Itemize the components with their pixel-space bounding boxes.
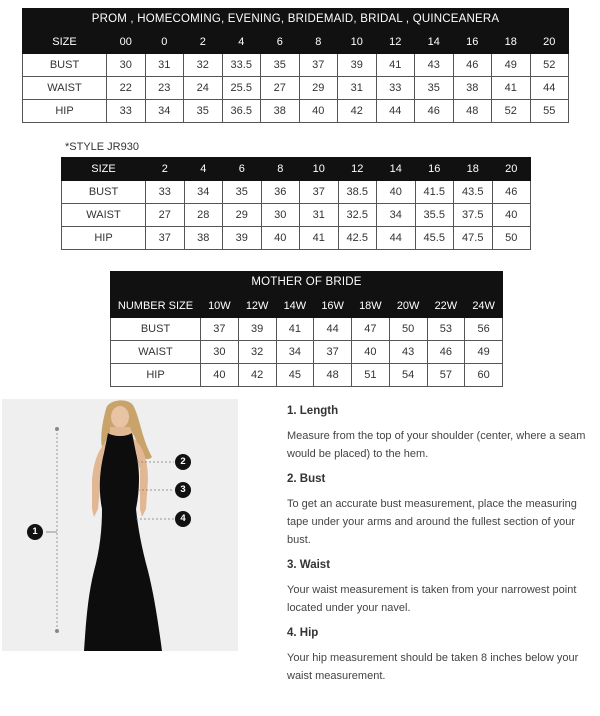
size-header-cell: 16 (453, 31, 492, 54)
size-table-prom (22, 30, 569, 123)
measurement-value-cell: 49 (465, 341, 503, 364)
table-header-row (23, 31, 569, 54)
measurement-value-cell: 46 (415, 100, 454, 123)
measurement-label-cell: BUST (23, 54, 107, 77)
measurement-label-cell: HIP (111, 364, 201, 387)
size-header-cell: 00 (107, 31, 146, 54)
measurement-value-cell: 33 (146, 181, 185, 204)
measurement-value-cell: 39 (238, 318, 276, 341)
hip-title: 4. Hip (287, 627, 319, 639)
measurement-value-cell: 37 (201, 318, 239, 341)
measurement-value-cell: 53 (427, 318, 465, 341)
size-header-cell: 8 (261, 158, 300, 181)
measurement-value-cell: 39 (223, 227, 262, 250)
measurement-value-cell: 37 (146, 227, 185, 250)
measurement-value-cell: 37.5 (454, 204, 493, 227)
measurement-value-cell: 40 (377, 181, 416, 204)
size-header-cell: 4 (222, 31, 261, 54)
measurement-value-cell: 32 (238, 341, 276, 364)
measurement-value-cell: 42 (238, 364, 276, 387)
measurement-value-cell: 35 (184, 100, 223, 123)
table-header-row (62, 158, 531, 181)
measurement-value-cell: 57 (427, 364, 465, 387)
size-header-cell: 20 (530, 31, 569, 54)
measurement-value-cell: 30 (201, 341, 239, 364)
size-header-cell: 12 (338, 158, 377, 181)
measurement-value-cell: 60 (465, 364, 503, 387)
measurement-value-cell: 44 (377, 227, 416, 250)
measurement-value-cell: 28 (184, 204, 223, 227)
bust-description: To get an accurate bust measurement, place the measuring tape under your arms and around the fullest section of your bust. (287, 498, 577, 546)
size-header-cell: 18 (492, 31, 531, 54)
measurement-value-cell: 38 (261, 100, 300, 123)
size-header-cell: 14 (377, 158, 416, 181)
measurement-value-cell: 30 (107, 54, 146, 77)
measurement-value-cell: 40 (261, 227, 300, 250)
measurement-value-cell: 32 (184, 54, 223, 77)
measurement-value-cell: 35 (415, 77, 454, 100)
size-header-cell: 18W (352, 295, 390, 318)
measurement-value-cell: 33 (107, 100, 146, 123)
measurement-label-cell: BUST (111, 318, 201, 341)
measurement-value-cell: 27 (146, 204, 185, 227)
waist-description: Your waist measurement is taken from your narrowest point located under your navel. (287, 584, 577, 614)
measurement-value-cell: 29 (299, 77, 338, 100)
measurement-label-cell: HIP (23, 100, 107, 123)
size-header-cell: 2 (146, 158, 185, 181)
measurement-value-cell: 54 (389, 364, 427, 387)
measurement-value-cell: 35.5 (415, 204, 454, 227)
measurement-value-cell: 22 (107, 77, 146, 100)
waist-title: 3. Waist (287, 559, 331, 571)
measurement-value-cell: 43 (415, 54, 454, 77)
measurement-value-cell: 29 (223, 204, 262, 227)
size-header-cell: 16 (415, 158, 454, 181)
size-table-style-jr930 (61, 157, 531, 250)
size-header-cell: 10 (300, 158, 339, 181)
measurement-value-cell: 37 (314, 341, 352, 364)
measurement-value-cell: 23 (145, 77, 184, 100)
table-row (62, 204, 531, 227)
measurement-value-cell: 41 (276, 318, 314, 341)
measurement-value-cell: 36 (261, 181, 300, 204)
measurement-value-cell: 44 (314, 318, 352, 341)
measurement-value-cell: 42.5 (338, 227, 377, 250)
measurement-value-cell: 52 (492, 100, 531, 123)
measurement-value-cell: 41 (376, 54, 415, 77)
measurement-value-cell: 32.5 (338, 204, 377, 227)
measurement-value-cell: 35 (261, 54, 300, 77)
table-row (62, 181, 531, 204)
size-header-cell: 10 (338, 31, 377, 54)
measurement-value-cell: 24 (184, 77, 223, 100)
size-header-cell: 18 (454, 158, 493, 181)
waist-marker: 3 (175, 482, 191, 498)
size-header-cell: 12W (238, 295, 276, 318)
measurement-value-cell: 52 (530, 54, 569, 77)
measurement-value-cell: 43 (389, 341, 427, 364)
row-label-header: NUMBER SIZE (111, 295, 201, 318)
measurement-value-cell: 46 (427, 341, 465, 364)
size-header-cell: 16W (314, 295, 352, 318)
table-row (23, 100, 569, 123)
measurement-value-cell: 40 (352, 341, 390, 364)
size-header-cell: 0 (145, 31, 184, 54)
size-header-cell: 6 (223, 158, 262, 181)
table-row (23, 54, 569, 77)
measurement-label-cell: HIP (62, 227, 146, 250)
size-header-cell: 8 (299, 31, 338, 54)
measurement-value-cell: 43.5 (454, 181, 493, 204)
table-caption-prom: PROM , HOMECOMING, EVENING, BRIDEMAID, BRIDAL , QUINCEANERA (22, 8, 569, 30)
measurement-value-cell: 46 (492, 181, 531, 204)
measurement-value-cell: 34 (145, 100, 184, 123)
measurement-value-cell: 49 (492, 54, 531, 77)
measurement-value-cell: 38.5 (338, 181, 377, 204)
table-row (111, 318, 503, 341)
style-note: *STYLE JR930 (65, 141, 139, 153)
measurement-value-cell: 33 (376, 77, 415, 100)
measurement-figure (2, 399, 238, 651)
measurement-value-cell: 42 (338, 100, 377, 123)
length-marker: 1 (27, 524, 43, 540)
measurement-value-cell: 45 (276, 364, 314, 387)
size-header-cell: 10W (201, 295, 239, 318)
measurement-value-cell: 41 (300, 227, 339, 250)
table-caption-mother-of-bride: MOTHER OF BRIDE (110, 271, 503, 294)
measurement-value-cell: 48 (314, 364, 352, 387)
row-label-header: SIZE (23, 31, 107, 54)
measurement-label-cell: WAIST (23, 77, 107, 100)
table-row (62, 227, 531, 250)
measurement-value-cell: 40 (299, 100, 338, 123)
size-header-cell: 12 (376, 31, 415, 54)
measurement-label-cell: BUST (62, 181, 146, 204)
measurement-value-cell: 36.5 (222, 100, 261, 123)
measurement-value-cell: 27 (261, 77, 300, 100)
measurement-value-cell: 38 (184, 227, 223, 250)
size-header-cell: 24W (465, 295, 503, 318)
measurement-value-cell: 35 (223, 181, 262, 204)
measurement-value-cell: 31 (300, 204, 339, 227)
measurement-value-cell: 41.5 (415, 181, 454, 204)
length-description: Measure from the top of your shoulder (center, where a seam would be placed) to the hem. (287, 430, 586, 460)
measurement-value-cell: 33.5 (222, 54, 261, 77)
face-shape (111, 406, 129, 428)
table-row (23, 77, 569, 100)
table-row (111, 341, 503, 364)
measurement-value-cell: 55 (530, 100, 569, 123)
measurement-label-cell: WAIST (111, 341, 201, 364)
measurement-value-cell: 25.5 (222, 77, 261, 100)
measurement-value-cell: 37 (300, 181, 339, 204)
measurement-value-cell: 39 (338, 54, 377, 77)
measurement-guide (287, 405, 587, 685)
measurement-value-cell: 34 (184, 181, 223, 204)
measurement-value-cell: 31 (338, 77, 377, 100)
table-header-row (111, 295, 503, 318)
measurement-value-cell: 41 (492, 77, 531, 100)
measurement-value-cell: 46 (453, 54, 492, 77)
measurement-value-cell: 50 (492, 227, 531, 250)
row-label-header: SIZE (62, 158, 146, 181)
measurement-value-cell: 40 (492, 204, 531, 227)
measurement-value-cell: 51 (352, 364, 390, 387)
size-header-cell: 2 (184, 31, 223, 54)
size-header-cell: 4 (184, 158, 223, 181)
measurement-value-cell: 34 (377, 204, 416, 227)
size-header-cell: 14W (276, 295, 314, 318)
length-title: 1. Length (287, 405, 339, 417)
measurement-value-cell: 31 (145, 54, 184, 77)
measurement-value-cell: 30 (261, 204, 300, 227)
measurement-value-cell: 34 (276, 341, 314, 364)
bust-marker: 2 (175, 454, 191, 470)
size-header-cell: 20W (389, 295, 427, 318)
measurement-value-cell: 50 (389, 318, 427, 341)
size-table-mother-of-bride (110, 294, 503, 387)
measurement-value-cell: 48 (453, 100, 492, 123)
measurement-value-cell: 47.5 (454, 227, 493, 250)
measurement-value-cell: 40 (201, 364, 239, 387)
size-header-cell: 20 (492, 158, 531, 181)
measurement-value-cell: 44 (530, 77, 569, 100)
measurement-value-cell: 37 (299, 54, 338, 77)
size-header-cell: 14 (415, 31, 454, 54)
bust-title: 2. Bust (287, 473, 326, 485)
hip-marker: 4 (175, 511, 191, 527)
measurement-value-cell: 47 (352, 318, 390, 341)
size-header-cell: 22W (427, 295, 465, 318)
measurement-value-cell: 45.5 (415, 227, 454, 250)
measurement-value-cell: 56 (465, 318, 503, 341)
measurement-value-cell: 44 (376, 100, 415, 123)
table-row (111, 364, 503, 387)
measurement-label-cell: WAIST (62, 204, 146, 227)
measurement-value-cell: 38 (453, 77, 492, 100)
hip-description: Your hip measurement should be taken 8 inches below your waist measurement. (287, 652, 579, 682)
size-header-cell: 6 (261, 31, 300, 54)
